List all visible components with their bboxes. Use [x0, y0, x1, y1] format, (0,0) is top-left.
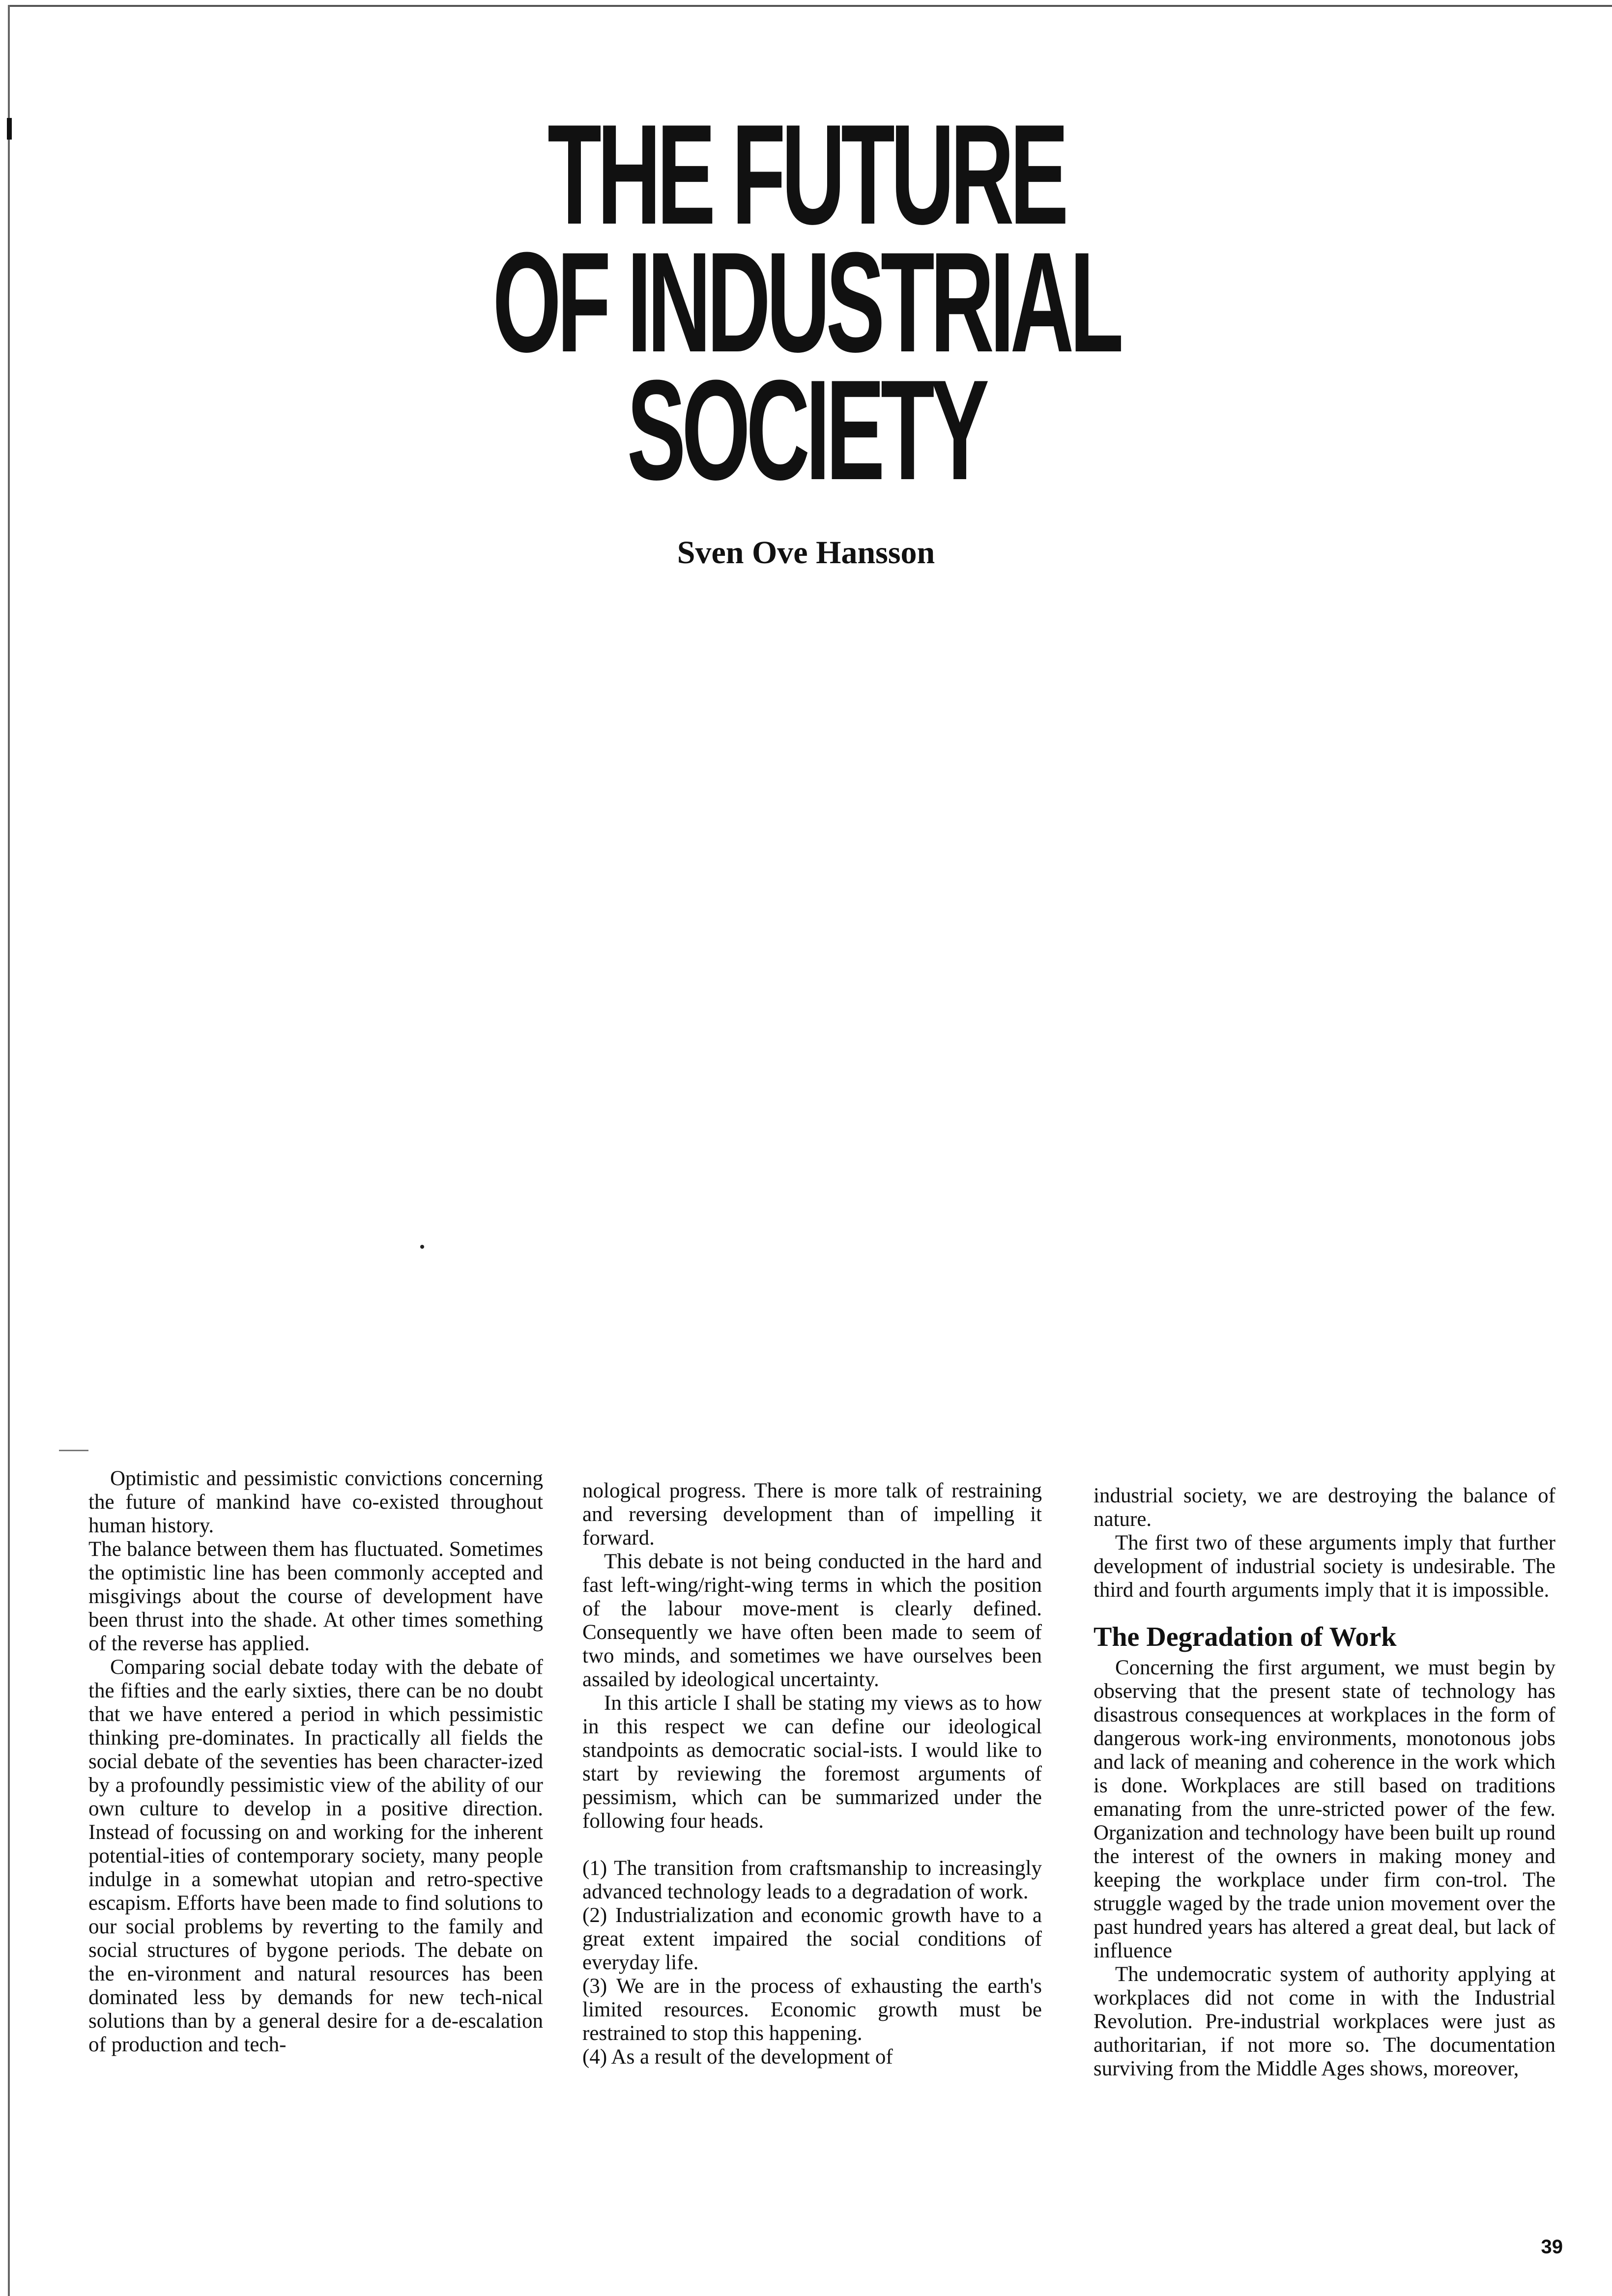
- paragraph: The balance between them has fluctuated. Sometimes the optimistic line has been commonly accepted and misgivings about the course of development have been thrust into the shade. At other times something of the reverse has applied.: [88, 1538, 543, 1655]
- print-dash: [59, 1450, 88, 1451]
- title-line-2: OF INDUSTRIAL: [492, 223, 1120, 382]
- paragraph: Concerning the first argument, we must begin by observing that the present state of technology has disastrous consequences at workplaces in the form of dangerous work-ing environments, monotonous jobs and lack of meaning and coherence in the work which is done. Workplaces are still based on traditions emanating from the unre-stricted power of the few. Organization and technology have been built up round the interest of the owners in making money and keeping the workplace under firm con-trol. The struggle waged by the trade union movement over the past hundred years has altered a great deal, but lack of influence: [1094, 1656, 1555, 1962]
- paragraph: Optimistic and pessimistic convictions concerning the future of mankind have co-existed throughout human history.: [88, 1467, 543, 1537]
- top-border-rule: [10, 5, 1612, 7]
- numbered-argument: (2) Industrialization and economic growth have to a great extent impaired the social conditions of everyday life.: [582, 1904, 1042, 1974]
- title-line-3: SOCIETY: [627, 350, 985, 510]
- paragraph: The first two of these arguments imply that further development of industrial society is undesirable. The third and fourth arguments imply that it is impossible.: [1094, 1531, 1555, 1602]
- margin-mark: [7, 118, 12, 140]
- section-heading: The Degradation of Work: [1094, 1622, 1397, 1652]
- numbered-argument: (1) The transition from craftsmanship to increasingly advanced technology leads to a degradation of work.: [582, 1857, 1042, 1903]
- left-border-rule: [8, 5, 10, 2296]
- page-number: 39: [1541, 2236, 1563, 2258]
- article-author: Sven Ove Hansson: [677, 535, 935, 571]
- paragraph: Comparing social debate today with the debate of the fifties and the early sixties, there can be no doubt that we have entered a period in which pessimistic thinking pre-dominates. In practically all fields the social debate of the seventies has been character-ized by a profoundly pessimistic view of the ability of our own culture to develop in a positive direction. Instead of focussing on and working for the inherent potential-ities of contemporary society, many people indulge in a somewhat utopian and retro-spective escapism. Efforts have been made to find solutions to our social problems by reverting to the family and social structures of bygone periods. The debate on the en-vironment and natural resources has been dominated less by demands for new tech-nical solutions than by a general desire for a de-escalation of production and tech-: [88, 1656, 543, 2056]
- text-column-2: [582, 1479, 1042, 2069]
- print-speck: [420, 1245, 424, 1249]
- paragraph: The undemocratic system of authority applying at workplaces did not come in with the Industrial Revolution. Pre-industrial workplaces were just as authoritarian, if not more so. The documentation surviving from the Middle Ages shows, moreover,: [1094, 1963, 1555, 2080]
- numbered-argument: (4) As a result of the development of: [582, 2045, 893, 2068]
- article-title: [306, 95, 1306, 510]
- paragraph: nological progress. There is more talk of restraining and reversing development than of impelling it forward.: [582, 1479, 1042, 1550]
- title-line-1: THE FUTURE: [547, 95, 1065, 254]
- text-column-1: [88, 1467, 543, 2057]
- paragraph: This debate is not being conducted in the hard and fast left-wing/right-wing terms in which the position of the labour move-ment is clearly defined. Consequently we have often been made to seem of two minds, and sometimes we have ourselves been assailed by ideological uncertainty.: [582, 1550, 1042, 1691]
- paragraph: industrial society, we are destroying the balance of nature.: [1094, 1484, 1555, 1531]
- numbered-argument: (3) We are in the process of exhausting the earth's limited resources. Economic growth must be restrained to stop this happening.: [582, 1975, 1042, 2045]
- paragraph: In this article I shall be stating my views as to how in this respect we can define our ideological standpoints as democratic social-ists. I would like to start by reviewing the foremost arguments of pessimism, which can be summarized under the following four heads.: [582, 1692, 1042, 1833]
- text-column-3: [1094, 1484, 1555, 2081]
